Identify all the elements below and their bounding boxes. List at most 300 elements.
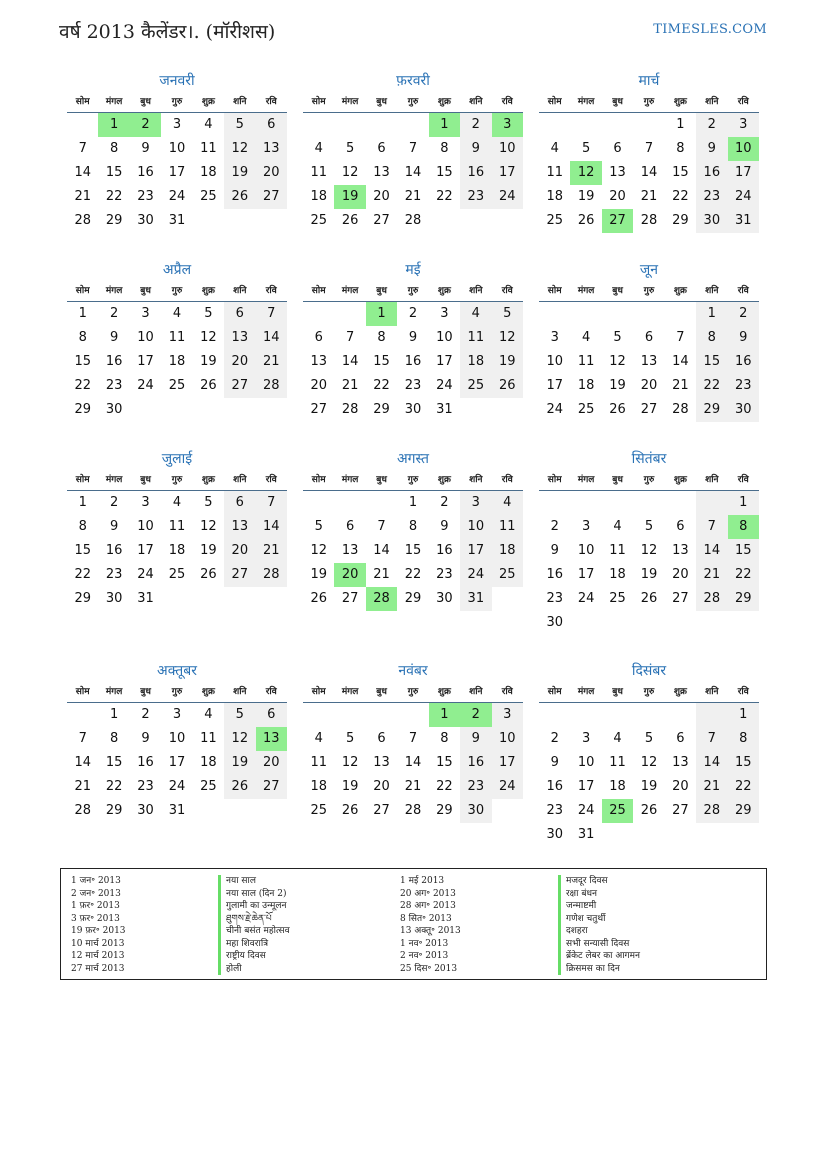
empty-cell [665,491,696,515]
weekday-label: रवि [501,286,513,296]
day-cell: 20 [672,779,689,794]
day-cell: 30 [546,827,563,842]
month-block [303,448,523,611]
empty-cell [397,113,428,137]
day-cell: 10 [577,755,595,770]
day-cell: 23 [546,591,563,606]
empty-cell [366,113,397,137]
day-cell: 19 [310,567,327,582]
day-cell: 15 [74,543,91,558]
holiday-cell: 8 [728,515,759,539]
legend-holiday-name: नया साल [218,875,290,888]
day-cell: 4 [314,141,323,156]
day-cell: 25 [310,213,327,228]
weekday-label: सोम [311,687,326,697]
day-grid [67,113,287,233]
day-cell: 10 [460,515,491,539]
empty-cell [539,302,570,326]
weekday-label: सोम [75,286,90,296]
weekday-label: गुरु [643,97,655,107]
weekday-label: गुरु [643,475,655,485]
day-cell: 4 [204,117,213,132]
month-name: सितंबर [631,451,667,467]
day-cell: 20 [373,189,390,204]
day-cell: 24 [168,779,186,794]
empty-cell [334,302,365,326]
weekday-label: शनि [233,687,247,697]
day-cell: 18 [460,350,491,374]
day-cell: 11 [609,755,626,770]
day-cell: 3 [141,495,150,510]
day-cell: 10 [168,731,186,746]
day-cell: 28 [404,803,422,818]
day-cell: 7 [676,330,685,345]
month-name: मार्च [638,73,660,89]
legend-date: 2 नव॰ 2013 [400,951,449,961]
day-cell: 28 [256,563,287,587]
day-cell: 29 [105,213,123,228]
weekday-label: गुरु [643,687,655,697]
day-cell: 30 [546,615,563,630]
weekday-label: मंगल [577,687,595,697]
day-cell: 8 [440,141,449,156]
day-cell: 26 [609,402,626,417]
day-cell: 26 [341,213,359,228]
empty-cell [633,113,664,137]
weekday-label: शनि [469,97,483,107]
empty-cell [633,302,664,326]
weekday-label: सोम [547,687,562,697]
day-cell: 11 [168,330,186,345]
weekday-label: शुक्र [673,687,687,697]
day-cell: 29 [373,402,390,417]
day-cell: 12 [200,330,217,345]
day-cell: 6 [377,731,386,746]
day-cell: 16 [460,161,491,185]
day-cell: 28 [74,213,91,228]
weekday-label: रवि [501,97,513,107]
weekday-label: शुक्र [673,475,687,485]
empty-cell [602,302,633,326]
weekday-label: सोम [547,97,562,107]
legend-date: 28 अग॰ 2013 [400,901,456,911]
weekday-label: मंगल [341,97,359,107]
page-title: वर्ष 2013 कैलेंडर।. (मॉरीशस) [59,21,276,43]
day-cell: 21 [256,539,287,563]
day-cell: 7 [696,515,727,539]
day-cell: 9 [728,326,759,350]
day-cell: 7 [78,731,87,746]
weekday-label: शुक्र [437,687,451,697]
weekday-label: रवि [265,286,277,296]
empty-cell [570,302,601,326]
legend-holiday-name: गुलामी का उन्मूलन [218,900,290,913]
day-cell: 10 [168,141,186,156]
weekday-label: बुध [612,687,623,697]
day-cell: 18 [310,189,327,204]
day-cell: 20 [256,751,287,775]
day-cell: 27 [640,402,658,417]
day-cell: 27 [310,402,327,417]
weekday-label: शुक्र [201,687,215,697]
day-cell: 9 [440,519,449,534]
empty-cell [570,113,601,137]
legend-date: 3 फ़र॰ 2013 [71,913,120,924]
day-cell: 2 [440,495,449,510]
day-cell: 31 [460,587,491,611]
day-cell: 16 [460,751,491,775]
day-cell: 3 [550,330,559,345]
weekday-label: रवि [265,97,277,107]
day-cell: 21 [74,189,91,204]
weekday-label: रवि [265,475,277,485]
day-cell: 12 [609,354,626,369]
day-cell: 11 [609,543,626,558]
weekday-label: शनि [705,687,719,697]
day-cell: 27 [224,374,255,398]
day-cell: 9 [141,731,150,746]
day-cell: 15 [728,751,759,775]
month-name: मई [405,262,421,278]
weekday-label: सोम [311,475,326,485]
legend-holiday-name: मजदूर दिवस [558,875,640,888]
day-cell: 14 [696,539,727,563]
day-cell: 3 [141,306,150,321]
day-cell: 29 [105,803,123,818]
weekday-label: बुध [140,687,151,697]
weekday-label: रवि [737,286,749,296]
weekday-label: गुरु [407,687,419,697]
day-cell: 6 [224,491,255,515]
day-cell: 28 [640,213,658,228]
day-cell: 28 [696,799,727,823]
day-grid [303,113,523,233]
day-cell: 10 [492,727,523,751]
day-cell: 9 [109,519,119,534]
day-cell: 4 [172,495,182,510]
legend-names-left [218,875,290,975]
weekday-label: मंगल [105,97,123,107]
day-cell: 25 [577,402,595,417]
day-cell: 3 [728,113,759,137]
legend-holiday-name: गणेश चतुर्थी [558,913,640,926]
day-cell: 11 [200,731,217,746]
weekday-label: शुक्र [201,475,215,485]
day-grid [539,302,759,422]
day-cell: 7 [256,491,287,515]
day-cell: 16 [436,543,453,558]
weekday-label: सोम [311,97,326,107]
day-cell: 12 [310,543,327,558]
day-cell: 6 [676,519,685,534]
day-cell: 18 [577,378,595,393]
empty-cell [570,491,601,515]
day-grid [67,302,287,422]
day-cell: 16 [546,567,563,582]
legend-date: 1 मई 2013 [400,876,445,886]
month-name: दिसंबर [631,663,667,679]
weekday-label: गुरु [171,286,183,296]
day-cell: 4 [550,141,559,156]
site-link[interactable]: TIMESLES.COM [653,22,767,37]
weekday-label: मंगल [341,687,359,697]
day-cell: 4 [204,707,213,722]
weekday-label: शुक्र [673,286,687,296]
day-cell: 19 [341,779,359,794]
legend-date: 8 सित॰ 2013 [400,913,452,924]
empty-cell [366,491,397,515]
day-cell: 15 [74,354,91,369]
weekday-label: गुरु [171,475,183,485]
day-cell: 15 [696,350,727,374]
day-cell: 5 [345,141,355,156]
day-cell: 7 [345,330,355,345]
day-cell: 5 [581,141,591,156]
day-cell: 17 [492,751,523,775]
day-cell: 29 [728,799,759,823]
day-cell: 11 [310,165,327,180]
weekday-label: सोम [547,475,562,485]
day-cell: 11 [492,515,523,539]
day-cell: 23 [404,378,422,393]
day-cell: 18 [200,755,217,770]
day-cell: 1 [408,495,418,510]
day-cell: 27 [373,213,390,228]
month-block [67,70,287,233]
weekday-label: बुध [376,475,387,485]
weekday-label: गुरु [407,286,419,296]
month-name: अगस्त [396,451,429,467]
day-cell: 14 [74,755,91,770]
month-name: फ़रवरी [396,73,430,89]
holiday-cell: 28 [366,587,397,611]
day-cell: 3 [172,117,182,132]
day-cell: 9 [408,330,418,345]
day-cell: 2 [696,113,727,137]
day-cell: 10 [492,137,523,161]
day-cell: 18 [492,539,523,563]
day-cell: 23 [728,374,759,398]
day-cell: 16 [105,354,123,369]
day-cell: 30 [137,213,154,228]
day-cell: 9 [109,330,119,345]
month-block [539,660,759,847]
legend-date: 10 मार्च 2013 [71,938,125,949]
day-cell: 30 [728,398,759,422]
month-block [67,660,287,823]
day-cell: 1 [78,495,87,510]
weekday-label: शनि [233,475,247,485]
month-name: जून [639,262,659,278]
day-cell: 25 [168,567,186,582]
day-cell: 6 [377,141,386,156]
day-cell: 21 [256,350,287,374]
day-cell: 13 [373,755,390,770]
day-cell: 16 [728,350,759,374]
empty-cell [539,703,570,727]
legend-date: 1 फ़र॰ 2013 [71,901,120,911]
day-cell: 5 [644,731,654,746]
day-cell: 23 [460,775,491,799]
legend-date: 27 मार्च 2013 [71,963,125,974]
legend-dates-right [400,875,461,975]
day-cell: 14 [74,165,91,180]
day-cell: 1 [676,117,685,132]
weekday-label: बुध [612,97,623,107]
day-cell: 21 [373,567,390,582]
day-cell: 4 [314,731,323,746]
day-cell: 16 [137,755,154,770]
day-cell: 19 [224,751,255,775]
weekday-label: सोम [75,687,90,697]
day-cell: 3 [581,731,591,746]
empty-cell [334,491,365,515]
weekday-label: शुक्र [201,286,215,296]
month-block [67,259,287,422]
month-name: नवंबर [398,663,428,679]
empty-cell [633,491,664,515]
day-cell: 24 [728,185,759,209]
day-cell: 17 [137,354,154,369]
day-cell: 24 [460,563,491,587]
day-cell: 23 [105,567,123,582]
day-cell: 12 [640,543,658,558]
day-cell: 30 [460,799,491,823]
day-cell: 9 [696,137,727,161]
weekday-label: मंगल [105,286,123,296]
day-cell: 12 [341,755,359,770]
day-cell: 9 [550,543,559,558]
day-cell: 10 [577,543,595,558]
day-cell: 5 [644,519,654,534]
weekday-label: शनि [469,475,483,485]
day-cell: 22 [105,779,123,794]
day-cell: 21 [640,189,658,204]
day-cell: 25 [460,374,491,398]
day-cell: 10 [546,354,563,369]
day-cell: 26 [640,591,658,606]
empty-cell [303,491,334,515]
weekday-label: शनि [233,286,247,296]
day-cell: 28 [341,402,359,417]
day-cell: 31 [168,803,186,818]
day-cell: 31 [728,209,759,233]
day-cell: 13 [640,354,658,369]
day-cell: 27 [341,591,359,606]
day-cell: 22 [105,189,123,204]
day-cell: 31 [168,213,186,228]
day-cell: 5 [613,330,622,345]
day-cell: 5 [224,113,255,137]
day-cell: 18 [310,779,327,794]
day-cell: 8 [109,731,119,746]
day-cell: 22 [373,378,390,393]
day-cell: 22 [74,567,91,582]
day-cell: 2 [460,113,491,137]
weekday-label: शनि [233,97,247,107]
day-cell: 10 [137,330,154,345]
legend-holiday-name: राष्ट्रीय दिवस [218,950,290,963]
day-cell: 29 [74,402,91,417]
day-cell: 20 [310,378,327,393]
day-cell: 6 [613,141,622,156]
empty-cell [397,703,428,727]
weekday-header [303,682,523,703]
day-cell: 28 [672,402,689,417]
day-cell: 9 [141,141,150,156]
empty-cell [67,113,98,137]
day-cell: 20 [224,350,255,374]
weekday-header [303,281,523,302]
day-cell: 18 [609,779,626,794]
day-cell: 2 [550,731,559,746]
day-cell: 26 [577,213,595,228]
weekday-label: शनि [705,475,719,485]
weekday-label: बुध [140,475,151,485]
day-cell: 12 [200,519,217,534]
weekday-label: बुध [376,687,387,697]
day-cell: 18 [609,567,626,582]
weekday-label: रवि [501,687,513,697]
weekday-label: शनि [469,687,483,697]
day-grid [539,113,759,233]
legend-holiday-name: चीनी बसंत महोत्सव [218,925,290,938]
day-cell: 15 [105,165,123,180]
day-grid [303,491,523,611]
day-cell: 23 [546,803,563,818]
weekday-label: गुरु [407,475,419,485]
empty-cell [602,113,633,137]
weekday-label: बुध [376,286,387,296]
weekday-label: बुध [612,475,623,485]
day-cell: 19 [640,567,658,582]
day-cell: 17 [168,165,186,180]
day-cell: 22 [404,567,422,582]
day-cell: 12 [341,165,359,180]
weekday-label: गुरु [643,286,655,296]
day-cell: 3 [492,703,523,727]
day-cell: 8 [696,326,727,350]
day-grid [539,703,759,847]
day-cell: 17 [460,539,491,563]
legend-holiday-name: ब्रेंकेट लेबर का आगमन [558,950,640,963]
empty-cell [602,491,633,515]
legend-date: 2 जन॰ 2013 [71,888,121,899]
weekday-label: शुक्र [437,286,451,296]
day-cell: 19 [492,350,523,374]
day-cell: 22 [436,189,453,204]
day-cell: 27 [256,185,287,209]
day-cell: 8 [78,330,87,345]
day-cell: 11 [310,755,327,770]
weekday-label: बुध [612,286,623,296]
day-cell: 5 [204,306,213,321]
day-cell: 8 [78,519,87,534]
day-cell: 16 [696,161,727,185]
day-cell: 24 [546,402,563,417]
weekday-label: मंगल [577,475,595,485]
empty-cell [539,491,570,515]
day-cell: 8 [408,519,418,534]
holiday-cell: 10 [728,137,759,161]
holiday-cell: 20 [334,563,365,587]
day-cell: 6 [676,731,685,746]
weekday-label: गुरु [407,97,419,107]
day-cell: 6 [644,330,654,345]
legend-holiday-name: जन्माष्टमी [558,900,640,913]
day-cell: 24 [137,378,154,393]
month-block [539,70,759,233]
